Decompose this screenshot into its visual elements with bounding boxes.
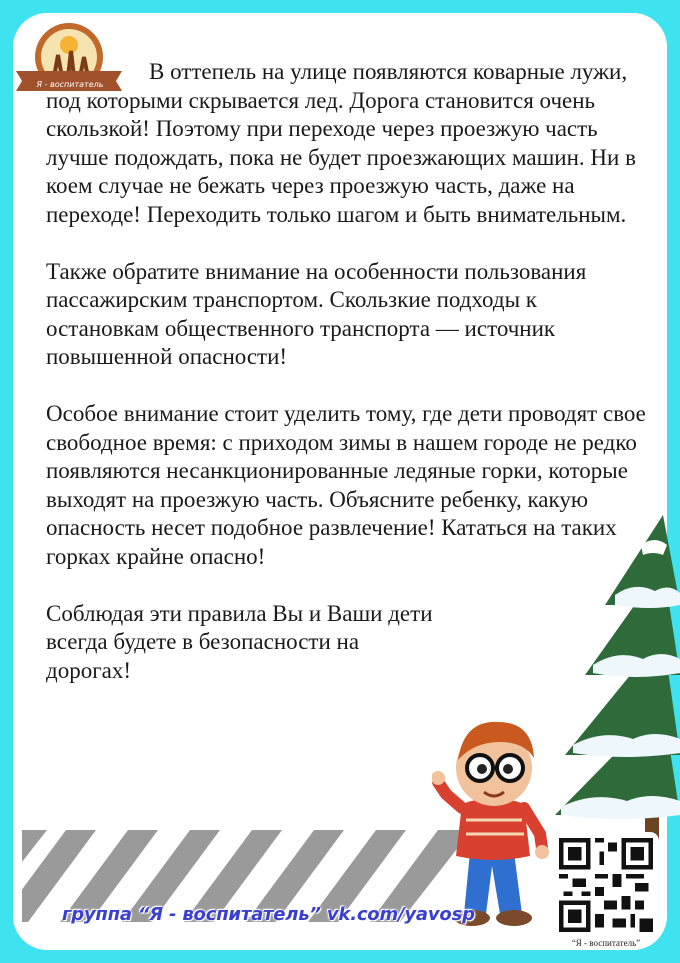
paragraph-2: Также обратите внимание на особенности пользования пассажирским транспортом. Скользкие подходы к остановкам общественного транспорта — источник повышенной опасности! xyxy=(46,258,587,369)
qr-code-icon xyxy=(559,838,653,932)
qr-code-box[interactable] xyxy=(553,832,659,938)
paragraph-1: В оттепель на улице появляются коварные лужи, под которыми скрывается лед. Дорога становится очень скользкой! Поэтому при переходе через проезжую часть лучше подождать, пока не будет проезжающих машин. Ни в коем случае не бежать через проезжую часть, даже на переходе! Переходить только шагом и быть внимательным. xyxy=(46,59,636,227)
paragraph-3: Особое внимание стоит уделить тому, где дети проводят свое свободное время: с приходом зимы в нашем городе не редко появляются несанкционированные ледяные горки, которые выходят на проезжую часть. Объясните ребенку, какую опасность несет подобное развлечение! Кататься на таких горках крайне опасно! xyxy=(46,401,646,569)
paragraph-4: Соблюдая эти правила Вы и Ваши дети всегда будете в безопасности на дорогах! xyxy=(46,600,433,683)
logo-text: Я - воспитатель xyxy=(36,80,104,89)
boy-illustration xyxy=(432,712,562,932)
footer-group-link[interactable]: группа “Я - воспитатель” vk.com/yavosp xyxy=(62,904,475,925)
qr-caption: “Я - воспитатель” xyxy=(571,938,641,948)
article-body xyxy=(46,58,646,714)
